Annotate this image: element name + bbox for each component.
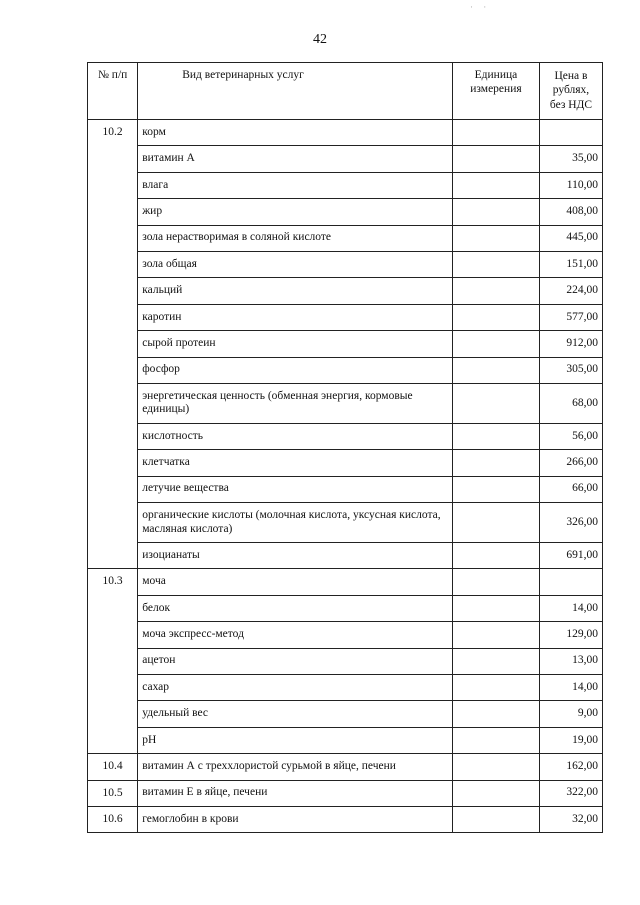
header-unit: Единица измерения [452, 63, 539, 120]
table-row [88, 569, 603, 595]
item-number: 10.5 [88, 780, 138, 806]
header-price: Цена в рублях, без НДС [539, 63, 602, 120]
service-name: клетчатка [138, 450, 453, 476]
unit-cell [452, 648, 539, 674]
service-name: летучие вещества [138, 476, 453, 502]
unit-cell [452, 754, 539, 780]
service-name: витамин А [138, 146, 453, 172]
page-number: 42 [313, 32, 327, 47]
table-row [88, 675, 603, 701]
price-cell: 326,00 [539, 503, 602, 543]
price-cell: 66,00 [539, 476, 602, 502]
table-body [88, 120, 603, 833]
table-row [88, 450, 603, 476]
unit-cell [452, 727, 539, 753]
unit-cell [452, 331, 539, 357]
price-cell: 56,00 [539, 423, 602, 449]
unit-cell [452, 622, 539, 648]
unit-cell [452, 146, 539, 172]
service-name: изоцианаты [138, 543, 453, 569]
table-row [88, 476, 603, 502]
price-cell: 912,00 [539, 331, 602, 357]
price-cell: 14,00 [539, 595, 602, 621]
price-cell: 266,00 [539, 450, 602, 476]
service-name: энергетическая ценность (обменная энергия, кормовые единицы) [138, 383, 453, 423]
table-row [88, 806, 603, 832]
price-cell: 110,00 [539, 172, 602, 198]
unit-cell [452, 120, 539, 146]
service-name: зола нерастворимая в соляной кислоте [138, 225, 453, 251]
service-name: сырой протеин [138, 331, 453, 357]
service-name: каротин [138, 304, 453, 330]
service-name: кальций [138, 278, 453, 304]
service-name: кислотность [138, 423, 453, 449]
table-row [88, 146, 603, 172]
service-name: удельный вес [138, 701, 453, 727]
table-row [88, 727, 603, 753]
service-name: органические кислоты (молочная кислота, уксусная кислота, масляная кислота) [138, 503, 453, 543]
unit-cell [452, 569, 539, 595]
table-row [88, 622, 603, 648]
unit-cell [452, 476, 539, 502]
unit-cell [452, 357, 539, 383]
table-row [88, 780, 603, 806]
item-number: 10.3 [88, 569, 138, 754]
unit-cell [452, 543, 539, 569]
header-service: Вид ветеринарных услуг [138, 63, 453, 120]
service-name: фосфор [138, 357, 453, 383]
service-name: жир [138, 199, 453, 225]
table-row [88, 648, 603, 674]
price-cell [539, 120, 602, 146]
service-name: моча [138, 569, 453, 595]
service-name: влага [138, 172, 453, 198]
price-cell [539, 569, 602, 595]
table-header-row [88, 63, 603, 120]
price-cell: 68,00 [539, 383, 602, 423]
table-row [88, 331, 603, 357]
table-row [88, 754, 603, 780]
service-name: сахар [138, 675, 453, 701]
price-cell: 162,00 [539, 754, 602, 780]
table-row [88, 172, 603, 198]
table-row [88, 199, 603, 225]
table-row [88, 304, 603, 330]
unit-cell [452, 278, 539, 304]
item-number: 10.2 [88, 120, 138, 569]
unit-cell [452, 701, 539, 727]
price-cell: 19,00 [539, 727, 602, 753]
table-row [88, 120, 603, 146]
price-cell: 35,00 [539, 146, 602, 172]
header-num: № п/п [88, 63, 138, 120]
price-cell: 577,00 [539, 304, 602, 330]
price-cell: 322,00 [539, 780, 602, 806]
price-cell: 691,00 [539, 543, 602, 569]
table-row [88, 701, 603, 727]
table-row [88, 503, 603, 543]
scan-marks: · · [470, 2, 491, 12]
service-name: зола общая [138, 251, 453, 277]
table-row [88, 595, 603, 621]
service-name: моча экспресс-метод [138, 622, 453, 648]
price-cell: 14,00 [539, 675, 602, 701]
table-row [88, 225, 603, 251]
service-name: pH [138, 727, 453, 753]
table-row [88, 423, 603, 449]
price-cell: 13,00 [539, 648, 602, 674]
unit-cell [452, 199, 539, 225]
price-cell: 32,00 [539, 806, 602, 832]
price-cell: 151,00 [539, 251, 602, 277]
service-name: корм [138, 120, 453, 146]
service-name: гемоглобин в крови [138, 806, 453, 832]
service-name: ацетон [138, 648, 453, 674]
service-name: белок [138, 595, 453, 621]
unit-cell [452, 806, 539, 832]
price-cell: 305,00 [539, 357, 602, 383]
table-row [88, 383, 603, 423]
unit-cell [452, 423, 539, 449]
unit-cell [452, 503, 539, 543]
table-row [88, 251, 603, 277]
unit-cell [452, 675, 539, 701]
price-cell: 445,00 [539, 225, 602, 251]
price-cell: 129,00 [539, 622, 602, 648]
item-number: 10.4 [88, 754, 138, 780]
unit-cell [452, 780, 539, 806]
price-cell: 9,00 [539, 701, 602, 727]
item-number: 10.6 [88, 806, 138, 832]
unit-cell [452, 304, 539, 330]
price-cell: 224,00 [539, 278, 602, 304]
service-name: витамин Е в яйце, печени [138, 780, 453, 806]
service-name: витамин А с треххлористой сурьмой в яйце, печени [138, 754, 453, 780]
unit-cell [452, 225, 539, 251]
unit-cell [452, 172, 539, 198]
table-row [88, 357, 603, 383]
unit-cell [452, 251, 539, 277]
price-table [87, 62, 603, 833]
unit-cell [452, 383, 539, 423]
unit-cell [452, 595, 539, 621]
price-cell: 408,00 [539, 199, 602, 225]
table-row [88, 543, 603, 569]
table-row [88, 278, 603, 304]
unit-cell [452, 450, 539, 476]
